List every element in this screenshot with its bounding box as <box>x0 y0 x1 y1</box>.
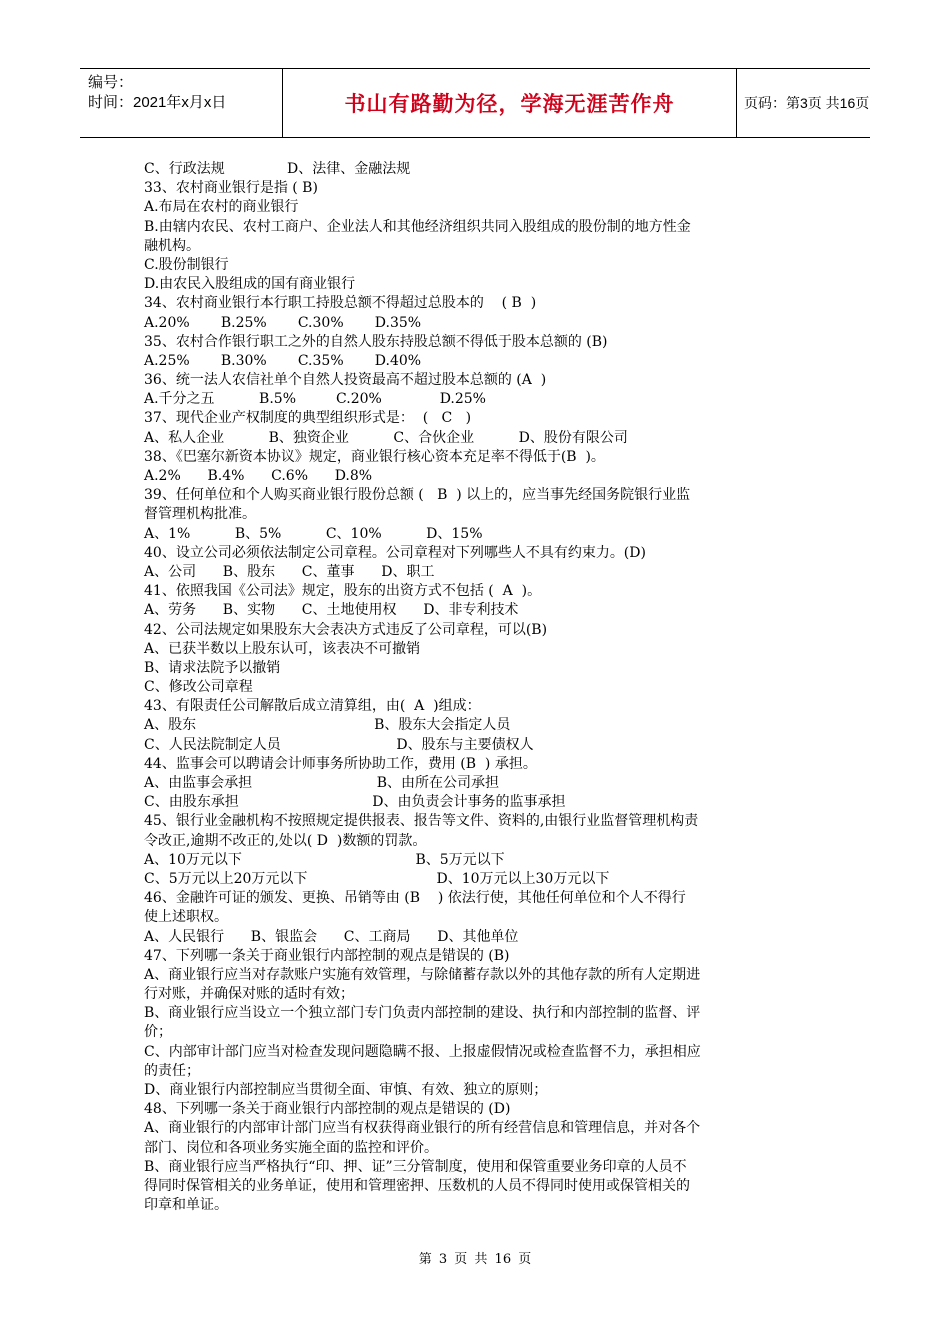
text-line: 部门、岗位和各项业务实施全面的监控和评价。 <box>144 1139 438 1156</box>
text-line: C、内部审计部门应当对检查发现问题隐瞒不报、上报虚假情况或检查监督不力，承担相应 <box>144 1043 701 1060</box>
header-right-cell <box>736 69 870 137</box>
header-motto-cell <box>282 69 737 137</box>
text-line: A、已获半数以上股东认可，该表决不可撤销 <box>144 640 421 657</box>
text-line: 39、任何单位和个人购买商业银行股份总额 ( B ) 以上的，应当事先经国务院银行业监 <box>144 487 691 504</box>
text-line: 42、公司法规定如果股东大会表决方式违反了公司章程，可以(B) <box>144 621 548 638</box>
text-line: 46、金融许可证的颁发、更换、吊销等由 (B ) 依法行使，其他任何单位和个人不得行 <box>144 890 686 907</box>
header-motto: 书山有路勤为径，学海无涯苦作舟 <box>344 92 675 116</box>
text-line: A、劳务 B、实物 C、土地使用权 D、非专利技术 <box>144 602 519 619</box>
text-line: A、私人企业 B、独资企业 C、合伙企业 D、股份有限公司 <box>144 429 628 446</box>
header-page-info: 页码：第3页 共16页 <box>744 95 870 111</box>
page-footer: 第 3 页 共 16 页 <box>418 1252 532 1267</box>
text-line: C、人民法院制定人员 D、股东与主要债权人 <box>144 736 534 753</box>
text-line: A、商业银行应当对存款账户实施有效管理，与除储蓄存款以外的其他存款的所有人定期进 <box>144 966 701 983</box>
text-line: 41、依照我国《公司法》规定，股东的出资方式不包括 ( A )。 <box>144 583 542 600</box>
text-line: B、商业银行应当设立一个独立部门专门负责内部控制的建设、执行和内部控制的监督、评 <box>144 1005 701 1022</box>
text-line: 印章和单证。 <box>144 1197 228 1214</box>
document-number-label: 编号： <box>88 74 134 91</box>
text-line: 行对账，并确保对账的适时有效； <box>144 986 354 1003</box>
text-line: C、5万元以上20万元以下 D、10万元以上30万元以下 <box>144 870 610 887</box>
text-line: 37、现代企业产权制度的典型组织形式是： ( C ) <box>144 410 472 427</box>
text-line: A、由监事会承担 B、由所在公司承担 <box>144 775 500 791</box>
text-line: C.股份制银行 <box>144 256 229 273</box>
text-line: A、股东 B、股东大会指定人员 <box>144 717 511 734</box>
text-line: 35、农村合作银行职工之外的自然人股东持股总额不得低于股本总额的 (B) <box>144 333 608 350</box>
text-line: 34、农村商业银行本行职工持股总额不得超过总股本的 ( B ) <box>144 295 537 312</box>
document-date-label: 时间：2021年x月x日 <box>88 94 227 111</box>
page-header <box>80 68 870 138</box>
text-line: B、商业银行应当严格执行“印、押、证”三分管制度，使用和保管重要业务印章的人员不 <box>144 1158 687 1175</box>
text-line: A.20% B.25% C.30% D.35% <box>144 314 422 331</box>
text-line: D、商业银行内部控制应当贯彻全面、审慎、有效、独立的原则； <box>144 1082 548 1098</box>
text-line: 价； <box>144 1024 172 1041</box>
text-line: A.千分之五 B.5% C.20% D.25% <box>144 391 486 408</box>
text-line: 43、有限责任公司解散后成立清算组，由( A )组成： <box>144 698 481 715</box>
text-line: 40、设立公司必须依法制定公司章程。公司章程对下列哪些人不具有约束力。(D) <box>144 544 646 561</box>
text-line: C、由股东承担 D、由负责会计事务的监事承担 <box>144 794 566 811</box>
text-line: 48、下列哪一条关于商业银行内部控制的观点是错误的 (D) <box>144 1101 511 1118</box>
text-line: C、修改公司章程 <box>144 679 253 696</box>
text-line: A、商业银行的内部审计部门应当有权获得商业银行的所有经营信息和管理信息，并对各个 <box>144 1120 701 1137</box>
text-line: A.25% B.30% C.35% D.40% <box>144 352 422 369</box>
text-line: 44、监事会可以聘请会计师事务所协助工作，费用 (B ) 承担。 <box>144 755 537 772</box>
text-line: 38、《巴塞尔新资本协议》规定，商业银行核心资本充足率不得低于(B )。 <box>144 448 605 465</box>
text-line: A、公司 B、股东 C、董事 D、职工 <box>144 563 435 580</box>
document-body <box>144 160 814 1215</box>
text-line: A.布局在农村的商业银行 <box>144 199 299 216</box>
text-line: 47、下列哪一条关于商业银行内部控制的观点是错误的 (B) <box>144 947 510 964</box>
text-line: 36、统一法人农信社单个自然人投资最高不超过股本总额的 (A ) <box>144 372 547 389</box>
text-line: 融机构。 <box>144 237 200 254</box>
text-line: A、人民银行 B、银监会 C、工商局 D、其他单位 <box>144 928 519 945</box>
text-line: B.由辖内农民、农村工商户、企业法人和其他经济组织共同入股组成的股份制的地方性金 <box>144 218 691 235</box>
text-line: 的责任； <box>144 1062 200 1079</box>
text-line: 令改正,逾期不改正的,处以( D )数额的罚款。 <box>144 832 427 849</box>
text-line: A.2% B.4% C.6% D.8% <box>144 468 373 484</box>
text-line: A、1% B、5% C、10% D、15% <box>144 525 483 542</box>
text-line: D.由农民入股组成的国有商业银行 <box>144 276 356 293</box>
text-line: A、10万元以下 B、5万元以下 <box>144 851 505 868</box>
text-line: 得同时保管相关的业务单证，使用和管理密押、压数机的人员不得同时使用或保管相关的 <box>144 1177 690 1194</box>
header-left-cell <box>80 69 282 137</box>
text-line: C、行政法规 D、法律、金融法规 <box>144 161 411 177</box>
text-line: 33、农村商业银行是指 ( B) <box>144 180 318 197</box>
text-line: 督管理机构批准。 <box>144 506 256 523</box>
text-line: B、请求法院予以撤销 <box>144 659 281 676</box>
text-line: 使上述职权。 <box>144 909 228 926</box>
text-line: 45、银行业金融机构不按照规定提供报表、报告等文件、资料的,由银行业监督管理机构责 <box>144 813 699 830</box>
